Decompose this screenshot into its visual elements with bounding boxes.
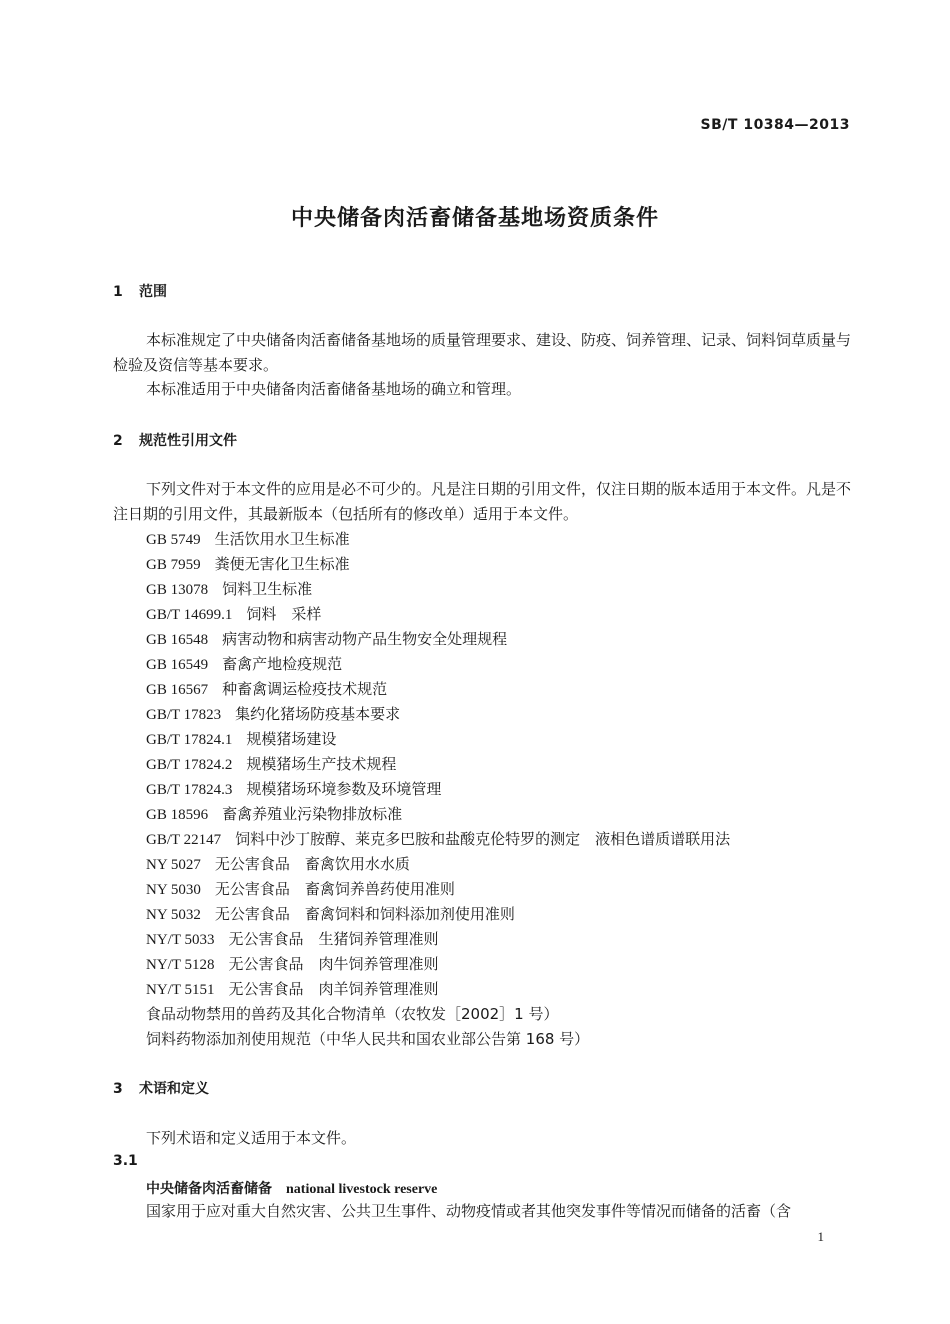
reference-item: [146, 652, 730, 677]
reference-item: [146, 552, 730, 577]
reference-code: GB/T 17824.3: [146, 782, 233, 798]
reference-title: 无公害食品 生猪饲养管理准则: [228, 930, 439, 948]
reference-item: [146, 1002, 730, 1027]
reference-code: NY 5030: [146, 882, 201, 898]
reference-title: 粪便无害化卫生标准: [214, 555, 350, 573]
reference-code: GB 16567: [146, 682, 209, 698]
section-3-heading: [113, 1078, 209, 1098]
reference-title: 无公害食品 肉牛饲养管理准则: [228, 955, 439, 973]
reference-title: 无公害食品 畜禽饲养兽药使用准则: [214, 880, 455, 898]
section-number: 3: [113, 1081, 123, 1097]
term-en: national livestock reserve: [286, 1182, 438, 1197]
reference-title: 饲料药物添加剂使用规范（中华人民共和国农业部公告第 168 号）: [146, 1030, 590, 1048]
reference-item: [146, 902, 730, 927]
section-1-heading: [113, 281, 167, 301]
reference-title: 食品动物禁用的兽药及其化合物清单（农牧发［2002］1 号）: [146, 1005, 559, 1023]
reference-title: 畜禽产地检疫规范: [222, 655, 343, 673]
page-number: 1: [817, 1229, 824, 1244]
term-zh: 中央储备肉活畜储备: [146, 1181, 272, 1197]
reference-title: 病害动物和病害动物产品生物安全处理规程: [222, 630, 508, 648]
document-title: 中央储备肉活畜储备基地场资质条件: [290, 206, 659, 231]
reference-title: 集约化猪场防疫基本要求: [235, 705, 401, 723]
reference-item: [146, 527, 730, 552]
term-heading: [146, 1178, 437, 1198]
reference-item: [146, 1027, 730, 1052]
reference-code: GB 18596: [146, 807, 209, 823]
reference-code: GB/T 22147: [146, 832, 222, 848]
section-title: 规范性引用文件: [139, 433, 237, 449]
reference-item: [146, 577, 730, 602]
reference-title: 饲料 采样: [246, 605, 322, 623]
reference-code: NY/T 5151: [146, 982, 215, 998]
reference-code: GB/T 17824.2: [146, 757, 233, 773]
reference-code: GB 7959: [146, 557, 201, 573]
term-number: 3.1: [113, 1153, 138, 1169]
reference-code: GB 16549: [146, 657, 209, 673]
normative-references-list: [146, 527, 730, 1052]
reference-item: [146, 677, 730, 702]
reference-code: NY/T 5128: [146, 957, 215, 973]
reference-title: 规模猪场环境参数及环境管理: [246, 780, 442, 798]
reference-code: GB/T 17823: [146, 707, 222, 723]
section-1-paragraph-1: 本标准规定了中央储备肉活畜储备基地场的质量管理要求、建设、防疫、饲养管理、记录、饲料饲草质量与检验及资信等基本要求。: [113, 331, 852, 374]
reference-title: 规模猪场建设: [246, 730, 337, 748]
reference-item: [146, 952, 730, 977]
section-3-intro: 下列术语和定义适用于本文件。: [146, 1129, 357, 1147]
reference-item: [146, 877, 730, 902]
reference-item: [146, 802, 730, 827]
reference-item: [146, 777, 730, 802]
reference-title: 生活饮用水卫生标准: [214, 530, 350, 548]
reference-title: 种畜禽调运检疫技术规范: [222, 680, 388, 698]
reference-title: 无公害食品 肉羊饲养管理准则: [228, 980, 439, 998]
reference-code: GB/T 14699.1: [146, 607, 233, 623]
section-1-paragraph-2: 本标准适用于中央储备肉活畜储备基地场的确立和管理。: [146, 380, 522, 398]
reference-title: 无公害食品 畜禽饮用水水质: [214, 855, 410, 873]
reference-item: [146, 977, 730, 1002]
section-number: 2: [113, 433, 123, 449]
reference-title: 饲料中沙丁胺醇、莱克多巴胺和盐酸克伦特罗的测定 液相色谱质谱联用法: [235, 830, 731, 848]
reference-item: [146, 927, 730, 952]
reference-item: [146, 752, 730, 777]
reference-item: [146, 727, 730, 752]
reference-title: 畜禽养殖业污染物排放标准: [222, 805, 403, 823]
reference-code: NY/T 5033: [146, 932, 215, 948]
section-number: 1: [113, 284, 123, 300]
reference-code: GB 5749: [146, 532, 201, 548]
reference-item: [146, 702, 730, 727]
reference-code: GB 13078: [146, 582, 209, 598]
reference-item: [146, 627, 730, 652]
reference-title: 无公害食品 畜禽饲料和饲料添加剂使用准则: [214, 905, 515, 923]
document-code: SB/T 10384—2013: [700, 117, 850, 133]
reference-code: GB 16548: [146, 632, 209, 648]
reference-code: NY 5032: [146, 907, 201, 923]
section-2-heading: [113, 430, 237, 450]
reference-code: NY 5027: [146, 857, 201, 873]
reference-item: [146, 602, 730, 627]
reference-title: 规模猪场生产技术规程: [246, 755, 397, 773]
section-2-intro: 下列文件对于本文件的应用是必不可少的。凡是注日期的引用文件，仅注日期的版本适用于本文件。凡是不注日期的引用文件，其最新版本（包括所有的修改单）适用于本文件。: [113, 480, 852, 523]
reference-title: 饲料卫生标准: [222, 580, 313, 598]
section-title: 范围: [139, 284, 167, 300]
term-definition: 国家用于应对重大自然灾害、公共卫生事件、动物疫情或者其他突发事件等情况而储备的活畜（含: [146, 1202, 792, 1220]
reference-item: [146, 852, 730, 877]
reference-code: GB/T 17824.1: [146, 732, 233, 748]
reference-item: [146, 827, 730, 852]
section-title: 术语和定义: [139, 1081, 209, 1097]
